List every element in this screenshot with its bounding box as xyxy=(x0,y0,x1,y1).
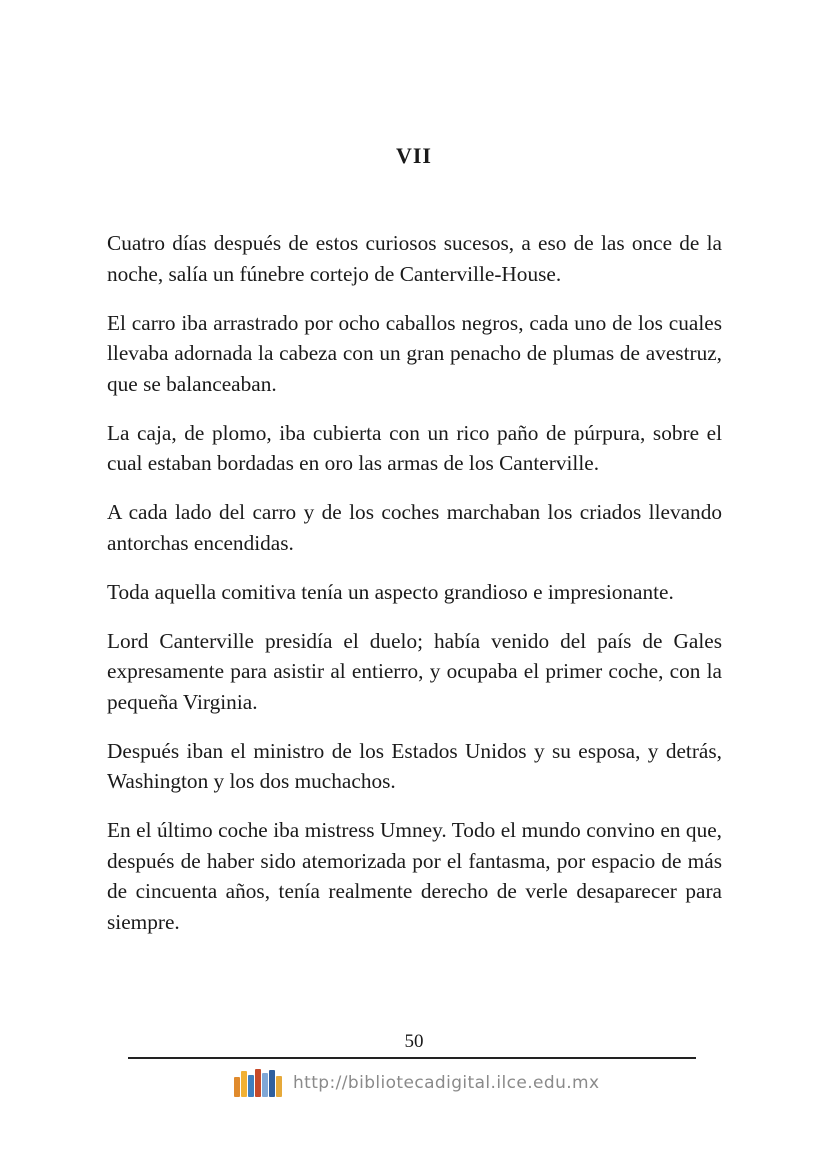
page-number: 50 xyxy=(404,1031,424,1052)
paragraph: La caja, de plomo, iba cubierta con un rico paño de púrpura, sobre el cual estaban bordadas en oro las armas de los Canterville. xyxy=(107,420,722,475)
chapter-title: VII xyxy=(395,143,432,168)
footer xyxy=(234,1068,599,1098)
paragraph: Cuatro días después de estos curiosos sucesos, a eso de las once de la noche, salía un fúnebre cortejo de Canterville-House. xyxy=(107,231,722,286)
paragraph: A cada lado del carro y de los coches marchaban los criados llevando antorchas encendidas. xyxy=(107,500,722,555)
body-text xyxy=(107,228,722,956)
footer-url-link[interactable]: http://bibliotecadigital.ilce.edu.mx xyxy=(293,1073,600,1093)
paragraph: Toda aquella comitiva tenía un aspecto grandioso e impresionante. xyxy=(107,579,674,604)
paragraph: Después iban el ministro de los Estados Unidos y su esposa, y detrás, Washington y los dos muchachos. xyxy=(107,738,722,793)
paragraph: Lord Canterville presidía el duelo; había venido del país de Gales expresamente para asistir al entierro, y ocupaba el primer coche, con la pequeña Virginia. xyxy=(107,628,722,714)
paragraph: En el último coche iba mistress Umney. Todo el mundo convino en que, después de haber sido atemorizada por el fantasma, por espacio de más de cincuenta años, tenía realmente derecho de verle desaparecer para siempre. xyxy=(107,818,722,934)
footer-divider xyxy=(128,1057,696,1059)
paragraph: El carro iba arrastrado por ocho caballos negros, cada uno de los cuales llevaba adornada la cabeza con un gran penacho de plumas de avestruz, que se balanceaban. xyxy=(107,310,722,396)
books-icon xyxy=(234,1069,283,1097)
